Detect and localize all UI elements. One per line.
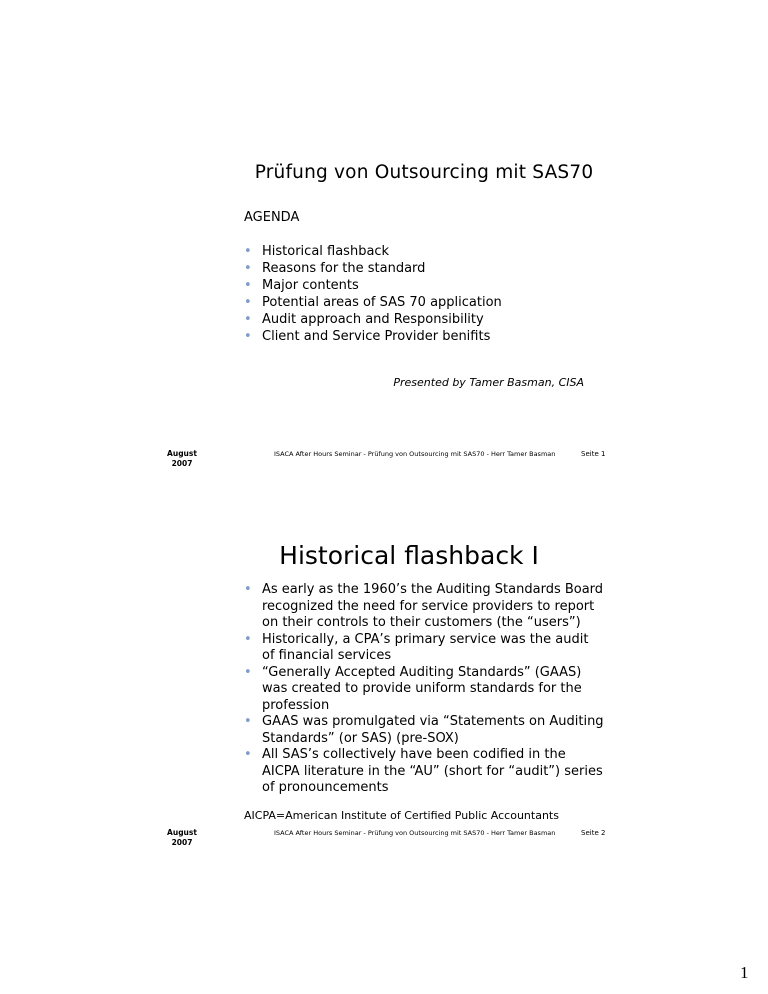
slide-title: Historical flashback I bbox=[279, 541, 539, 570]
footer-month: August bbox=[167, 449, 197, 458]
page-number: 1 bbox=[740, 963, 749, 982]
content-list bbox=[244, 582, 604, 797]
list-item: • GAAS was promulgated via “Statements on Auditing Standards” (or SAS) (pre-SOX) bbox=[244, 714, 604, 747]
list-item: • All SAS’s collectively have been codified in the AICPA literature in the “AU” (short for “audit”) series of pronouncements bbox=[244, 747, 604, 797]
footer-year: 2007 bbox=[171, 459, 193, 468]
footer-seminar-title: ISACA After Hours Seminar - Prüfung von Outsourcing mit SAS70 - Herr Tamer Basman bbox=[274, 829, 556, 837]
slide-title: Prüfung von Outsourcing mit SAS70 bbox=[254, 162, 594, 183]
slide-2 bbox=[0, 497, 768, 994]
agenda-label: AGENDA bbox=[244, 210, 300, 225]
list-item: • As early as the 1960’s the Auditing Standards Board recognized the need for service providers to report on their controls to their customers (the “users”) bbox=[244, 582, 604, 632]
acronym-note: AICPA=American Institute of Certified Public Accountants bbox=[244, 809, 559, 822]
list-item: • Major contents bbox=[244, 277, 502, 294]
agenda-list bbox=[244, 243, 502, 345]
list-item: • Client and Service Provider benifits bbox=[244, 328, 502, 345]
list-item: • Historically, a CPA’s primary service was the audit of financial services bbox=[244, 632, 604, 665]
footer-date bbox=[162, 828, 202, 848]
list-item: • Reasons for the standard bbox=[244, 260, 502, 277]
list-item: • Potential areas of SAS 70 application bbox=[244, 294, 502, 311]
footer-page-label: Seite 2 bbox=[581, 829, 606, 837]
footer-date bbox=[162, 449, 202, 469]
list-item: • Historical flashback bbox=[244, 243, 502, 260]
footer-seminar-title: ISACA After Hours Seminar - Prüfung von Outsourcing mit SAS70 - Herr Tamer Basman bbox=[274, 450, 556, 458]
footer-month: August bbox=[167, 828, 197, 837]
list-item: • “Generally Accepted Auditing Standards” (GAAS) was created to provide uniform standards for the profession bbox=[244, 665, 604, 715]
presenter-credit: Presented by Tamer Basman, CISA bbox=[393, 376, 584, 389]
footer-year: 2007 bbox=[171, 838, 193, 847]
footer-page-label: Seite 1 bbox=[581, 450, 606, 458]
list-item: • Audit approach and Responsibility bbox=[244, 311, 502, 328]
